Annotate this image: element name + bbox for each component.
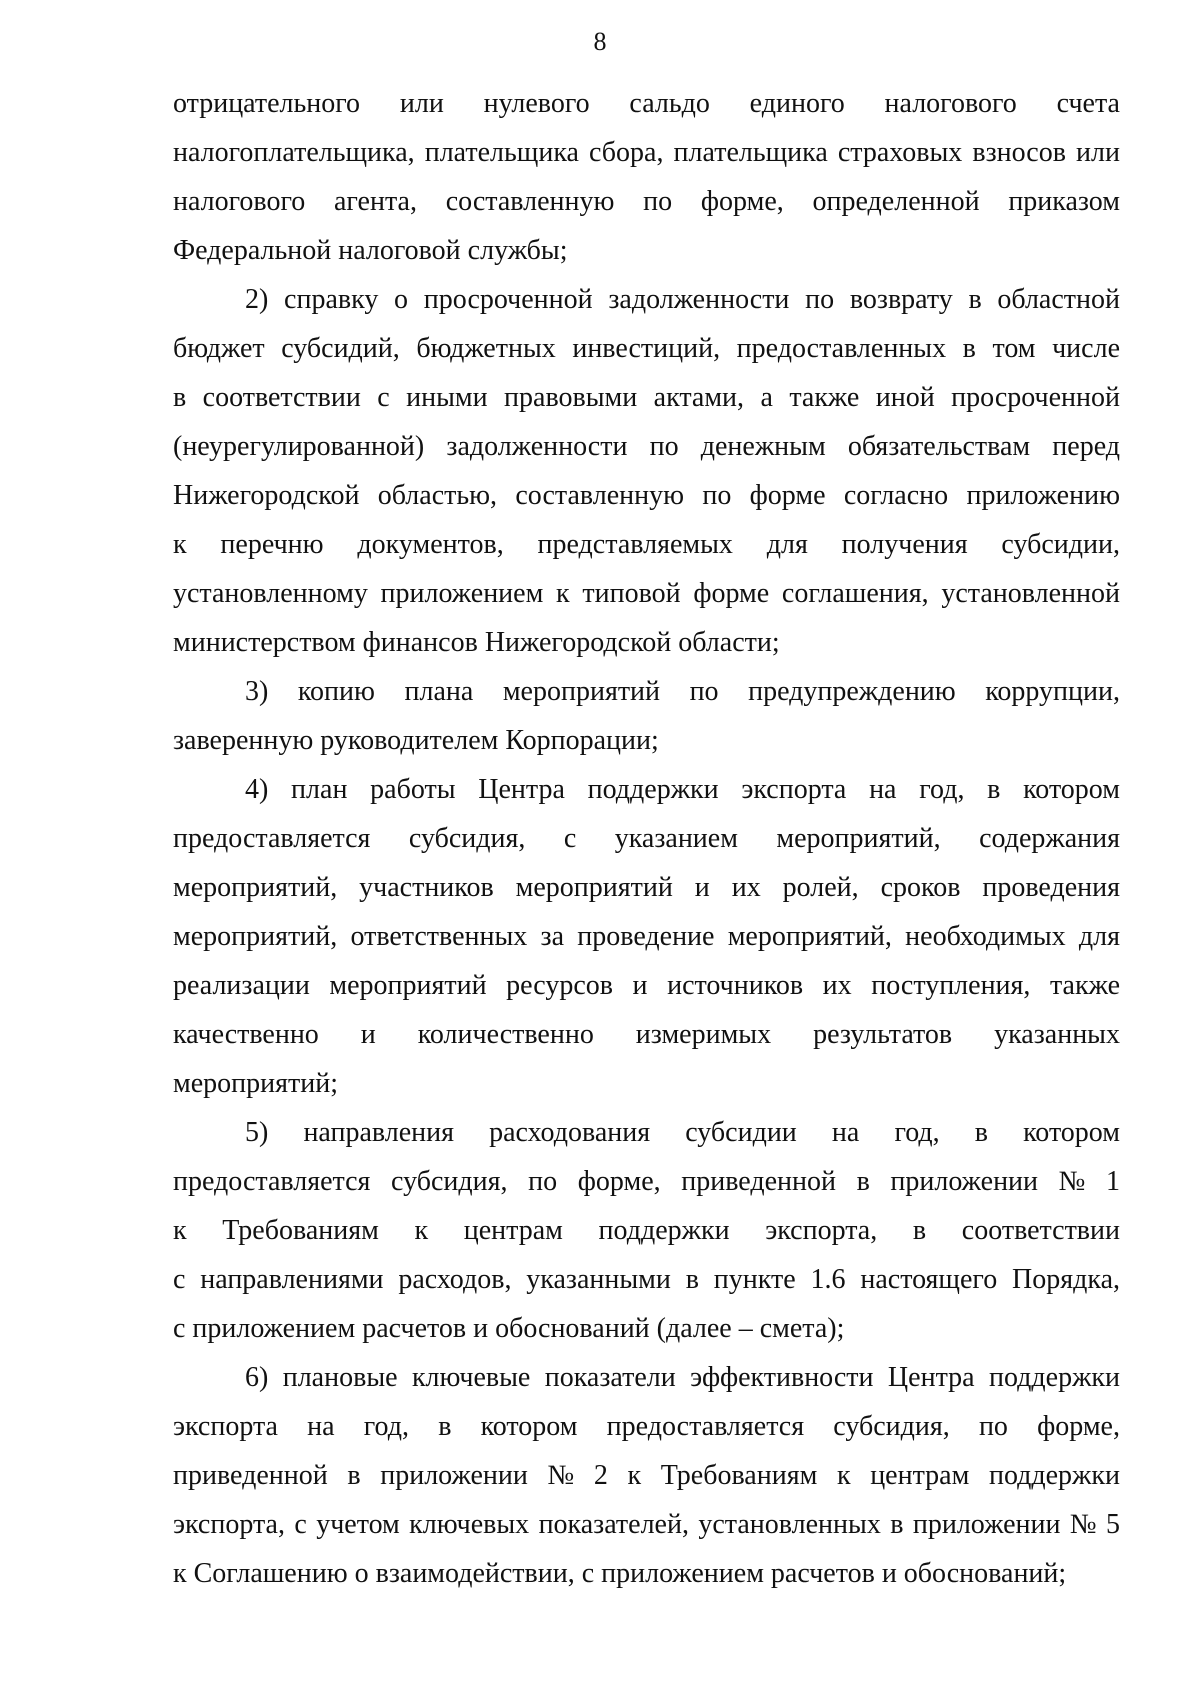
paragraph-first-line: 6) плановые ключевые показатели эффективности Центра поддержки <box>245 1362 1120 1393</box>
text-line: мероприятий, участников мероприятий и их ролей, сроков проведения <box>173 872 1120 903</box>
text-line: министерством финансов Нижегородской области; <box>173 627 780 658</box>
text-line: экспорта, с учетом ключевых показателей, установленных в приложении № 5 <box>173 1509 1120 1540</box>
text-line: с приложением расчетов и обоснований (далее – смета); <box>173 1313 845 1344</box>
text-line: Нижегородской областью, составленную по форме согласно приложению <box>173 480 1120 511</box>
text-line: заверенную руководителем Корпорации; <box>173 725 659 756</box>
text-line: к Соглашению о взаимодействии, с приложением расчетов и обоснований; <box>173 1558 1067 1589</box>
text-line: с направлениями расходов, указанными в пункте 1.6 настоящего Порядка, <box>173 1264 1120 1295</box>
text-line: мероприятий, ответственных за проведение мероприятий, необходимых для <box>173 921 1120 952</box>
text-line: к Требованиям к центрам поддержки экспорта, в соответствии <box>173 1215 1120 1246</box>
page-number: 8 <box>593 27 607 56</box>
text-line: налогоплательщика, плательщика сбора, плательщика страховых взносов или <box>173 137 1120 168</box>
text-line: приведенной в приложении № 2 к Требованиям к центрам поддержки <box>173 1460 1120 1491</box>
text-line: установленному приложением к типовой форме соглашения, установленной <box>173 578 1120 609</box>
text-line: (неурегулированной) задолженности по денежным обязательствам перед <box>173 431 1120 462</box>
text-line: реализации мероприятий ресурсов и источников их поступления, также <box>173 970 1120 1001</box>
paragraph-first-line: 2) справку о просроченной задолженности по возврату в областной <box>245 284 1120 315</box>
paragraph-first-line: 4) план работы Центра поддержки экспорта на год, в котором <box>245 774 1120 805</box>
text-line: Федеральной налоговой службы; <box>173 235 568 266</box>
text-line: качественно и количественно измеримых результатов указанных <box>173 1019 1120 1050</box>
text-line: экспорта на год, в котором предоставляется субсидия, по форме, <box>173 1411 1120 1442</box>
text-line: налогового агента, составленную по форме, определенной приказом <box>173 186 1120 217</box>
text-line: к перечню документов, представляемых для получения субсидии, <box>173 529 1120 560</box>
paragraph-first-line: 5) направления расходования субсидии на год, в котором <box>245 1117 1120 1148</box>
text-line: в соответствии с иными правовыми актами, а также иной просроченной <box>173 382 1120 413</box>
document-body <box>173 79 1120 1598</box>
text-line: бюджет субсидий, бюджетных инвестиций, предоставленных в том числе <box>173 333 1120 364</box>
text-line: предоставляется субсидия, по форме, приведенной в приложении № 1 <box>173 1166 1120 1197</box>
text-line: отрицательного или нулевого сальдо единого налогового счета <box>173 88 1120 119</box>
text-line: мероприятий; <box>173 1068 338 1099</box>
paragraph-first-line: 3) копию плана мероприятий по предупреждению коррупции, <box>245 676 1120 707</box>
text-line: предоставляется субсидия, с указанием мероприятий, содержания <box>173 823 1120 854</box>
